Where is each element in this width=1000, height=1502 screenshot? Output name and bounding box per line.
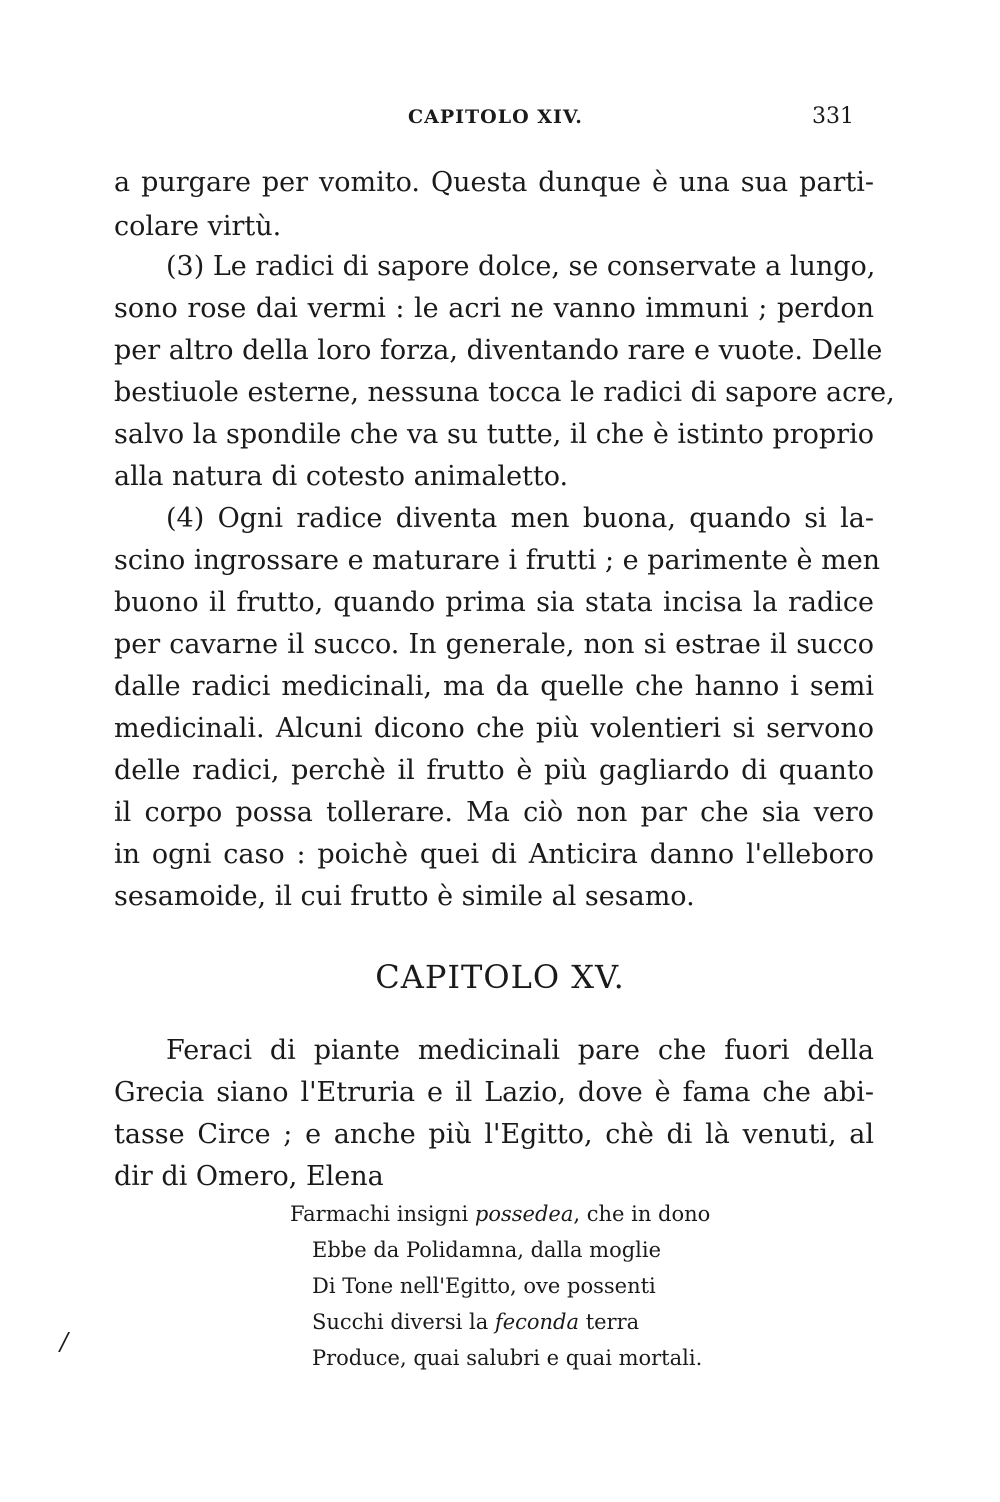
text-line: alla natura di cotesto animaletto.: [114, 461, 569, 492]
verse-text: Farmachi insigni: [290, 1202, 475, 1226]
verse-text: , che in dono: [573, 1202, 711, 1226]
text-line: delle radici, perchè il frutto è più gagliardo di quanto: [114, 755, 874, 786]
text-line: (3) Le radici di sapore dolce, se conservate a lungo,: [166, 251, 876, 282]
verse-line: Produce, quai salubri e quai mortali.: [312, 1346, 703, 1370]
text-line: bestiuole esterne, nessuna tocca le radici di sapore acre,: [114, 377, 895, 408]
text-line: sono rose dai vermi : le acri ne vanno immuni ; perdon: [114, 293, 874, 324]
margin-mark: /: [60, 1328, 69, 1356]
text-line: Feraci di piante medicinali pare che fuori della: [166, 1035, 874, 1066]
text-line: medicinali. Alcuni dicono che più volentieri si servono: [114, 713, 874, 744]
text-line: per altro della loro forza, diventando rare e vuote. Delle: [114, 335, 883, 366]
text-line: il corpo possa tollerare. Ma ciò non par che sia vero: [114, 797, 874, 828]
text-line: buono il frutto, quando prima sia stata incisa la radice: [114, 587, 874, 618]
text-line: scino ingrossare e maturare i frutti ; e parimente è men: [114, 545, 881, 576]
text-line: salvo la spondile che va su tutte, il che è istinto proprio: [114, 419, 874, 450]
page-number: 331: [812, 104, 854, 129]
text-line: tasse Circe ; e anche più l'Egitto, chè di là venuti, al: [114, 1119, 874, 1150]
verse-line: [290, 1202, 710, 1226]
text-line: dalle radici medicinali, ma da quelle che hanno i semi: [114, 671, 874, 702]
verse-line: Di Tone nell'Egitto, ove possenti: [312, 1274, 656, 1298]
text-line: colare virtù.: [114, 211, 282, 242]
text-line: dir di Omero, Elena: [114, 1161, 384, 1192]
running-head: CAPITOLO XIV.: [408, 106, 583, 128]
verse-line: Ebbe da Polidamna, dalla moglie: [312, 1238, 662, 1262]
verse-text-italic: feconda: [494, 1310, 580, 1334]
page-header: [0, 106, 1000, 136]
text-line: a purgare per vomito. Questa dunque è una sua parti-: [114, 167, 874, 198]
verse-line: [312, 1310, 639, 1334]
text-line: (4) Ogni radice diventa men buona, quando si la-: [166, 503, 874, 534]
text-line: sesamoide, il cui frutto è simile al sesamo.: [114, 881, 695, 912]
verse-text: Succhi diversi la: [312, 1310, 495, 1334]
chapter-title: CAPITOLO XV.: [375, 958, 625, 996]
text-line: in ogni caso : poichè quei di Anticira danno l'elleboro: [114, 839, 874, 870]
text-line: per cavarne il succo. In generale, non si estrae il succo: [114, 629, 874, 660]
text-line: Grecia siano l'Etruria e il Lazio, dove è fama che abi-: [114, 1077, 874, 1108]
verse-text-italic: possedea: [474, 1202, 574, 1226]
verse-text: terra: [579, 1310, 640, 1334]
